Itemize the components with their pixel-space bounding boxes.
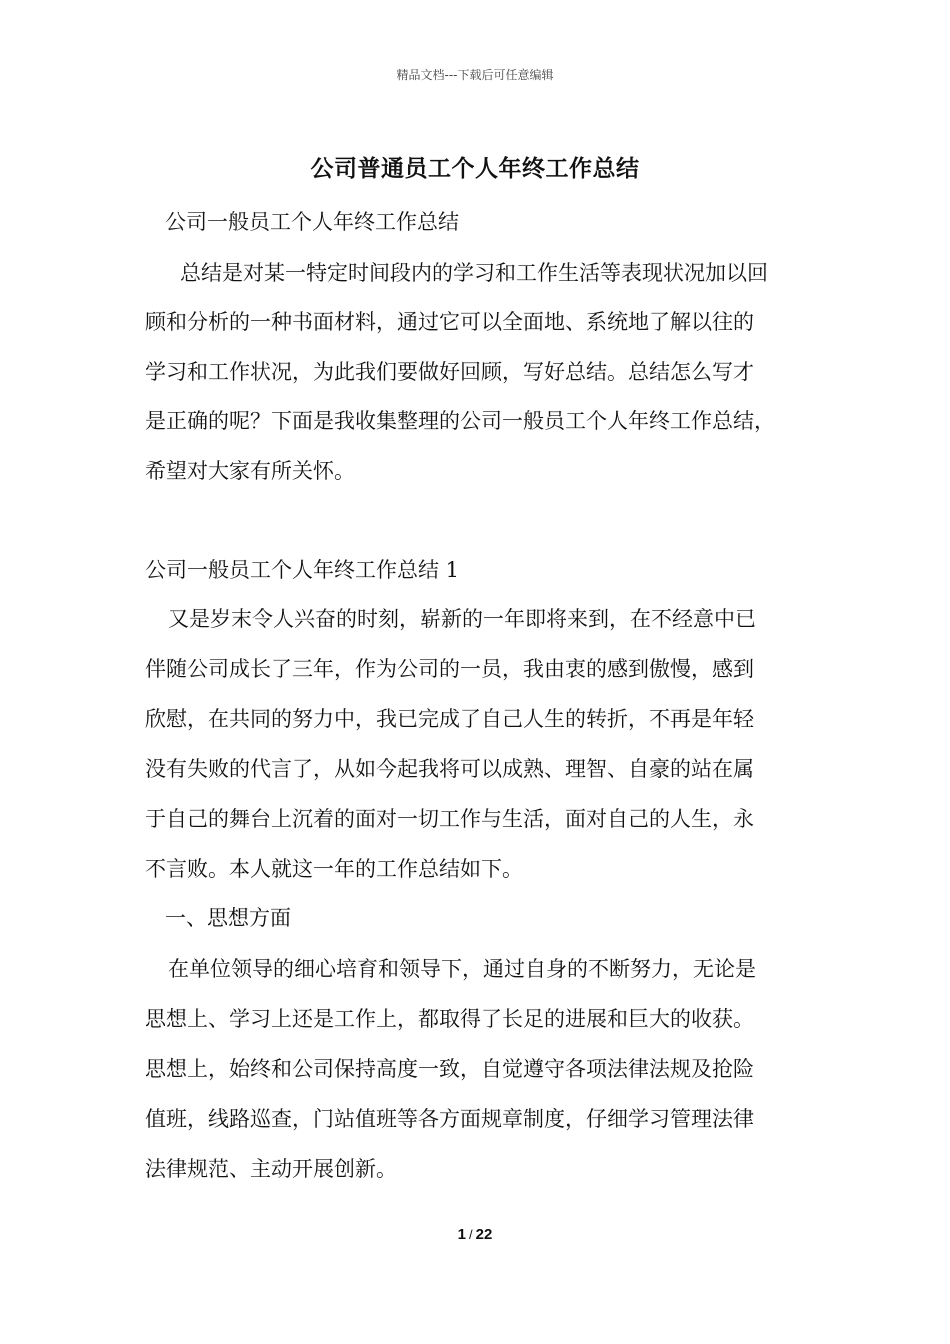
header-note: 精品文档---下载后可任意编辑 (396, 68, 554, 82)
document-title: 公司普通员工个人年终工作总结 (310, 155, 640, 182)
current-page: 1 (457, 1226, 467, 1243)
subsection-heading: 一、思想方面 (165, 906, 291, 930)
section-heading: 公司一般员工个人年终工作总结 1 (145, 558, 460, 582)
subsection-line: 思想上，始终和公司保持高度一致，自觉遵守各项法律法规及抢险 (145, 1057, 754, 1081)
intro-line: 学习和工作状况，为此我们要做好回顾，写好总结。总结怎么写才 (145, 360, 754, 384)
subsection-line: 法律规范、主动开展创新。 (145, 1157, 397, 1181)
subsection-line: 在单位领导的细心培育和领导下，通过自身的不断努力，无论是 (168, 957, 756, 981)
page-number (0, 1226, 950, 1243)
section-line: 于自己的舞台上沉着的面对一切工作与生活，面对自己的人生，永 (145, 807, 754, 831)
intro-line: 总结是对某一特定时间段内的学习和工作生活等表现状况加以回 (180, 261, 768, 285)
intro-line: 顾和分析的一种书面材料，通过它可以全面地、系统地了解以往的 (145, 310, 754, 334)
subsection-line: 思想上、学习上还是工作上，都取得了长足的进展和巨大的收获。 (145, 1007, 754, 1031)
intro-line: 希望对大家有所关怀。 (145, 459, 355, 483)
intro-line: 是正确的呢？下面是我收集整理的公司一般员工个人年终工作总结， (145, 409, 775, 433)
section-line: 伴随公司成长了三年，作为公司的一员，我由衷的感到傲慢，感到 (145, 657, 754, 681)
section-line: 没有失败的代言了，从如今起我将可以成熟、理智、自豪的站在属 (145, 757, 754, 781)
total-pages: 22 (475, 1226, 493, 1243)
page-separator: / (469, 1227, 473, 1242)
document-subtitle: 公司一般员工个人年终工作总结 (165, 210, 459, 234)
subsection-line: 值班，线路巡查，门站值班等各方面规章制度，仔细学习管理法律 (145, 1107, 754, 1131)
section-line: 不言败。本人就这一年的工作总结如下。 (145, 857, 523, 881)
section-line: 欣慰，在共同的努力中，我已完成了自己人生的转折，不再是年轻 (145, 707, 754, 731)
section-line: 又是岁末令人兴奋的时刻，崭新的一年即将来到，在不经意中已 (168, 607, 756, 631)
